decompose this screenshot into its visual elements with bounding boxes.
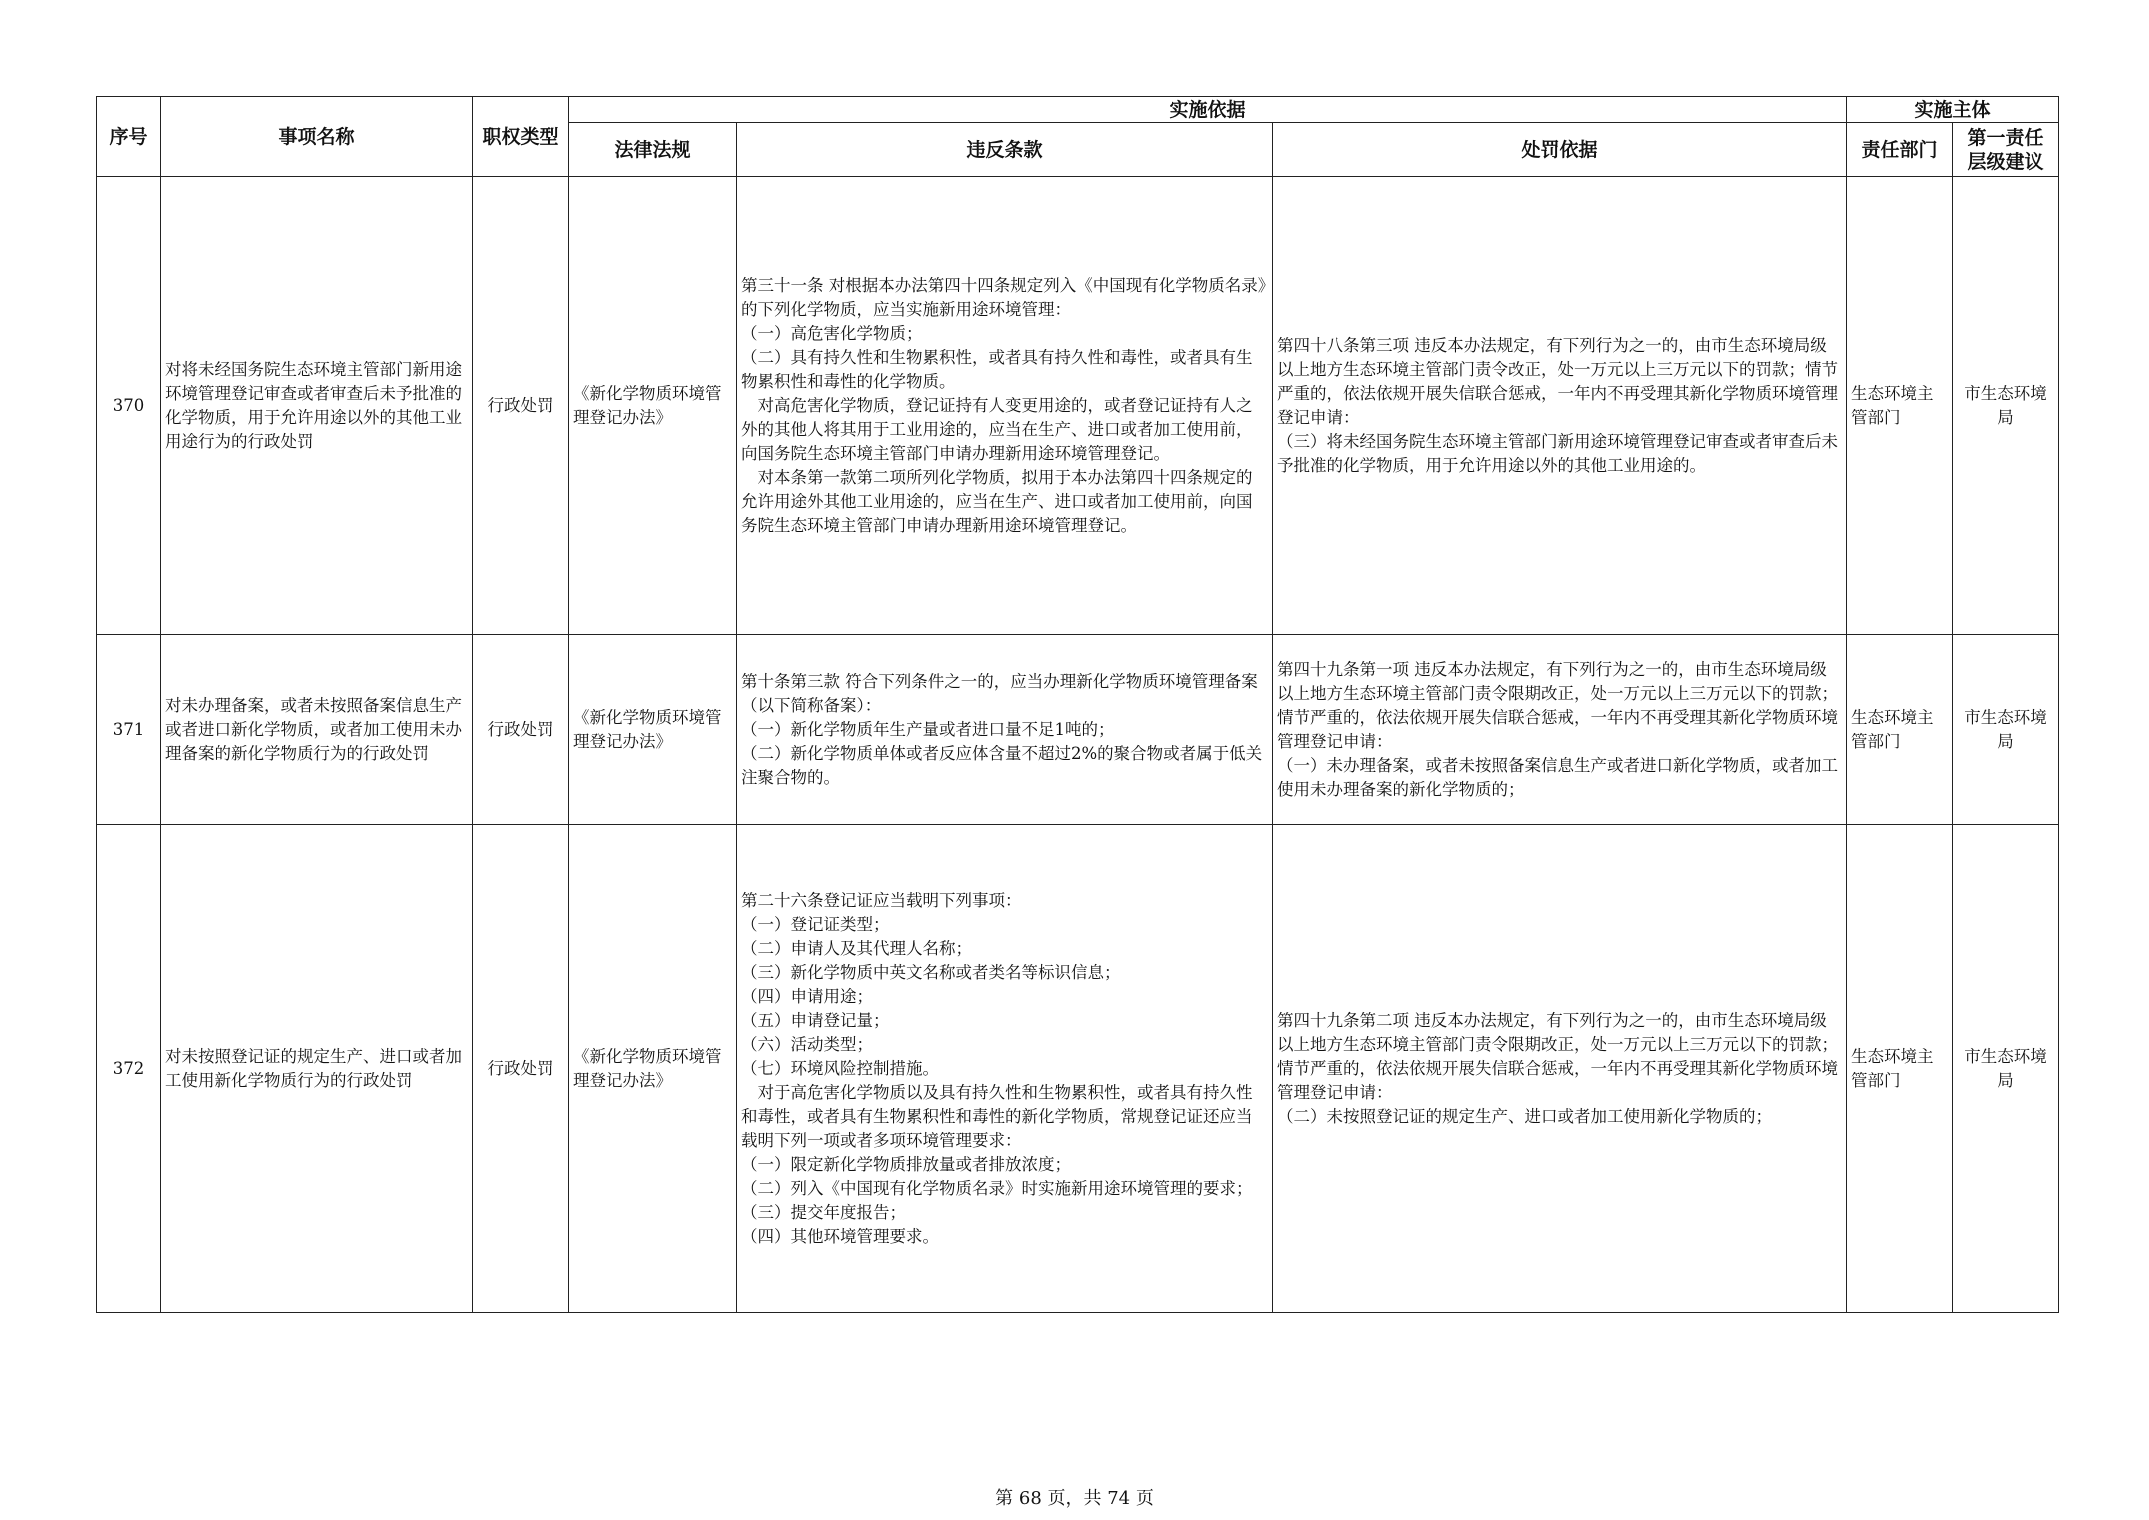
header-name: 事项名称 — [161, 97, 473, 177]
header-type: 职权类型 — [473, 97, 569, 177]
row-name: 对未办理备案，或者未按照备案信息生产或者进口新化学物质，或者加工使用未办理备案的新化学物质行为的行政处罚 — [161, 635, 473, 825]
row-name: 对未按照登记证的规定生产、进口或者加工使用新化学物质行为的行政处罚 — [161, 825, 473, 1313]
row-law: 《新化学物质环境管理登记办法》 — [569, 825, 737, 1313]
row-law: 《新化学物质环境管理登记办法》 — [569, 635, 737, 825]
header-basis: 实施依据 — [569, 97, 1847, 123]
row-name: 对将未经国务院生态环境主管部门新用途环境管理登记审查或者审查后未予批准的化学物质，用于允许用途以外的其他工业用途行为的行政处罚 — [161, 177, 473, 635]
row-law: 《新化学物质环境管理登记办法》 — [569, 177, 737, 635]
document-page — [96, 96, 2058, 1313]
table-row — [97, 177, 2059, 635]
row-dept: 生态环境主管部门 — [1847, 635, 1953, 825]
header-law: 法律法规 — [569, 123, 737, 177]
row-type: 行政处罚 — [473, 635, 569, 825]
row-seq: 372 — [97, 825, 161, 1313]
row-dept: 生态环境主管部门 — [1847, 825, 1953, 1313]
header-penalty: 处罚依据 — [1273, 123, 1847, 177]
row-level: 市生态环境局 — [1953, 825, 2059, 1313]
row-seq: 371 — [97, 635, 161, 825]
header-seq: 序号 — [97, 97, 161, 177]
row-penalty: 第四十九条第二项 违反本办法规定，有下列行为之一的，由市生态环境局级以上地方生态环境主管部门责令限期改正，处一万元以上三万元以下的罚款；情节严重的，依法依规开展失信联合惩戒，一年内不再受理其新化学物质环境管理登记申请： （二）未按照登记证的规定生产、进口或者加工使用新化学物质的； — [1273, 825, 1847, 1313]
row-violation: 第三十一条 对根据本办法第四十四条规定列入《中国现有化学物质名录》的下列化学物质，应当实施新用途环境管理： （一）高危害化学物质； （二）具有持久性和生物累积性，或者具有持久性和毒性，或者具有生物累积性和毒性的化学物质。 对高危害化学物质，登记证持有人变更用途的，或者登记证持有人之外的其他人将其用于工业用途的，应当在生产、进口或者加工使用前，向国务院生态环境主管部门申请办理新用途环境管理登记。 对本条第一款第二项所列化学物质，拟用于本办法第四十四条规定的允许用途外其他工业用途的，应当在生产、进口或者加工使用前，向国务院生态环境主管部门申请办理新用途环境管理登记。 — [737, 177, 1273, 635]
row-seq: 370 — [97, 177, 161, 635]
row-dept: 生态环境主管部门 — [1847, 177, 1953, 635]
row-penalty: 第四十八条第三项 违反本办法规定，有下列行为之一的，由市生态环境局级以上地方生态环境主管部门责令改正，处一万元以上三万元以下的罚款；情节严重的，依法依规开展失信联合惩戒，一年内不再受理其新化学物质环境管理登记申请： （三）将未经国务院生态环境主管部门新用途环境管理登记审查或者审查后未予批准的化学物质，用于允许用途以外的其他工业用途的。 — [1273, 177, 1847, 635]
header-dept: 责任部门 — [1847, 123, 1953, 177]
row-level: 市生态环境局 — [1953, 177, 2059, 635]
row-violation: 第十条第三款 符合下列条件之一的，应当办理新化学物质环境管理备案（以下简称备案）： （一）新化学物质年生产量或者进口量不足1吨的； （二）新化学物质单体或者反应体含量不超过2%的聚合物或者属于低关注聚合物的。 — [737, 635, 1273, 825]
row-penalty: 第四十九条第一项 违反本办法规定，有下列行为之一的，由市生态环境局级以上地方生态环境主管部门责令限期改正，处一万元以上三万元以下的罚款；情节严重的，依法依规开展失信联合惩戒，一年内不再受理其新化学物质环境管理登记申请： （一）未办理备案，或者未按照备案信息生产或者进口新化学物质，或者加工使用未办理备案的新化学物质的； — [1273, 635, 1847, 825]
row-violation: 第二十六条登记证应当载明下列事项： （一）登记证类型； （二）申请人及其代理人名称； （三）新化学物质中英文名称或者类名等标识信息； （四）申请用途； （五）申请登记量； （六）活动类型； （七）环境风险控制措施。 对于高危害化学物质以及具有持久性和生物累积性，或者具有持久性和毒性，或者具有生物累积性和毒性的新化学物质，常规登记证还应当载明下列一项或者多项环境管理要求： （一）限定新化学物质排放量或者排放浓度； （二）列入《中国现有化学物质名录》时实施新用途环境管理的要求； （三）提交年度报告； （四）其他环境管理要求。 — [737, 825, 1273, 1313]
row-type: 行政处罚 — [473, 825, 569, 1313]
header-violation: 违反条款 — [737, 123, 1273, 177]
row-level: 市生态环境局 — [1953, 635, 2059, 825]
row-type: 行政处罚 — [473, 177, 569, 635]
header-level: 第一责任 层级建议 — [1953, 123, 2059, 177]
table-row — [97, 825, 2059, 1313]
header-subject: 实施主体 — [1847, 97, 2059, 123]
table-row — [97, 635, 2059, 825]
page-number: 第 68 页，共 74 页 — [995, 1488, 1154, 1509]
enforcement-table — [96, 96, 2059, 1313]
